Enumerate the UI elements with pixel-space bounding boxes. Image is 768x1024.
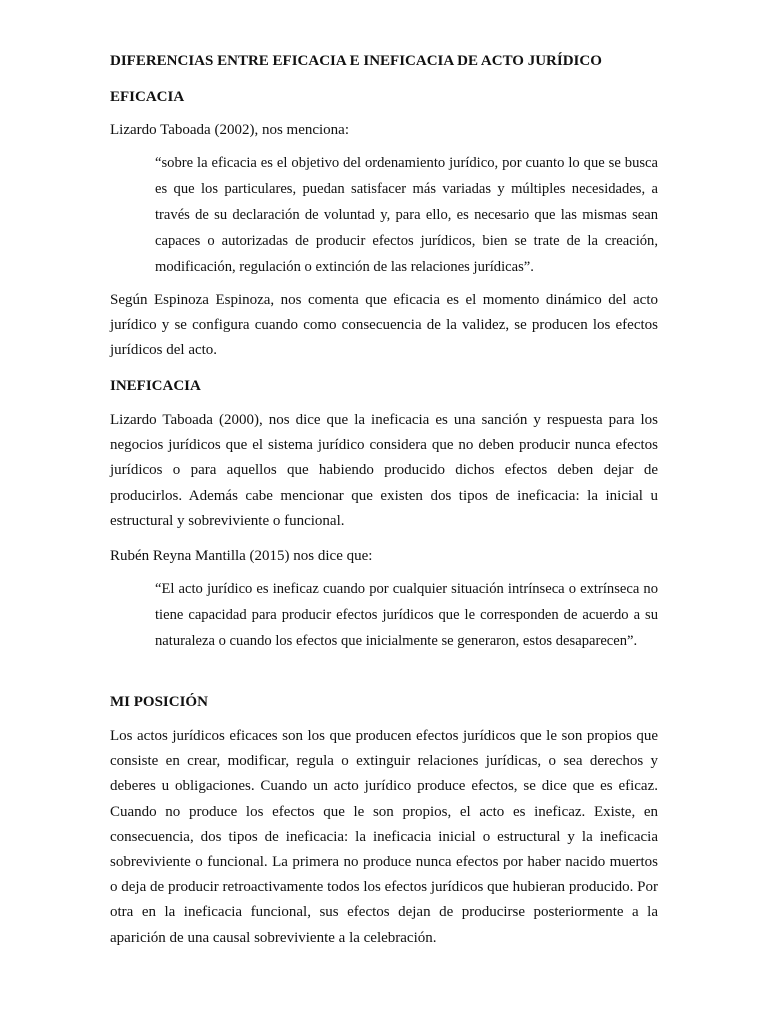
ineficacia-quote: “El acto jurídico es ineficaz cuando por cualquier situación intrínseca o extrínseca no tiene capacidad para producir efectos jurídicos que le corresponden de acuerdo a su naturaleza o cuando los efectos que inicialmente se generaron, estos desaparecen”.: [155, 581, 658, 649]
eficacia-intro: Lizardo Taboada (2002), nos menciona:: [110, 122, 350, 138]
mi-posicion-paragraph: Los actos jurídicos eficaces son los que producen efectos jurídicos que le son propios que consiste en crear, modificar, regula o extinguir relaciones jurídicas, o sea derechos y deberes u obligaciones. Cuando un acto jurídico produce efectos, se dice que es eficaz. Cuando no produce los efectos que le son propios, el acto es ineficaz. Existe, en consecuencia, dos tipos de ineficacia: la ineficacia inicial o estructural y la ineficacia sobreviviente o funcional. La primera no produce nunca efectos por haber nacido muertos o deja de producir retroactivamente todos los efectos jurídicos que hubieran producido. Por otra en la ineficacia funcional, sus efectos dejan de producirse posteriormente a la aparición de una causal sobreviviente a la celebración.: [110, 728, 658, 946]
eficacia-quote: “sobre la eficacia es el objetivo del ordenamiento jurídico, por cuanto lo que se busca es que los particulares, puedan satisfacer más variadas y múltiples necesidades, a través de su declaración de voluntad y, para ello, es necesario que las mismas sean capaces o autorizadas de producir efectos jurídicos, bien se trate de la creación, modificación, regulación o extinción de las relaciones jurídicas”.: [155, 155, 658, 275]
document-title: DIFERENCIAS ENTRE EFICACIA E INEFICACIA DE ACTO JURÍDICO: [110, 53, 602, 69]
section-heading-ineficacia: INEFICACIA: [110, 378, 201, 394]
eficacia-paragraph: Según Espinoza Espinoza, nos comenta que eficacia es el momento dinámico del acto jurídico y se configura cuando como consecuencia de la validez, se producen los efectos jurídicos del acto.: [110, 292, 658, 359]
ineficacia-paragraph: Lizardo Taboada (2000), nos dice que la ineficacia es una sanción y respuesta para los negocios jurídicos que el sistema jurídico considera que no deben producir nunca efectos jurídicos o para aquellos que habiendo producido dichos efectos deben dejar de producirlos. Además cabe mencionar que existen dos tipos de ineficacia: la inicial u estructural y sobreviviente o funcional.: [110, 412, 658, 529]
ineficacia-intro: Rubén Reyna Mantilla (2015) nos dice que:: [110, 548, 373, 564]
section-heading-mi-posicion: MI POSICIÓN: [110, 694, 208, 710]
section-heading-eficacia: EFICACIA: [110, 89, 185, 105]
